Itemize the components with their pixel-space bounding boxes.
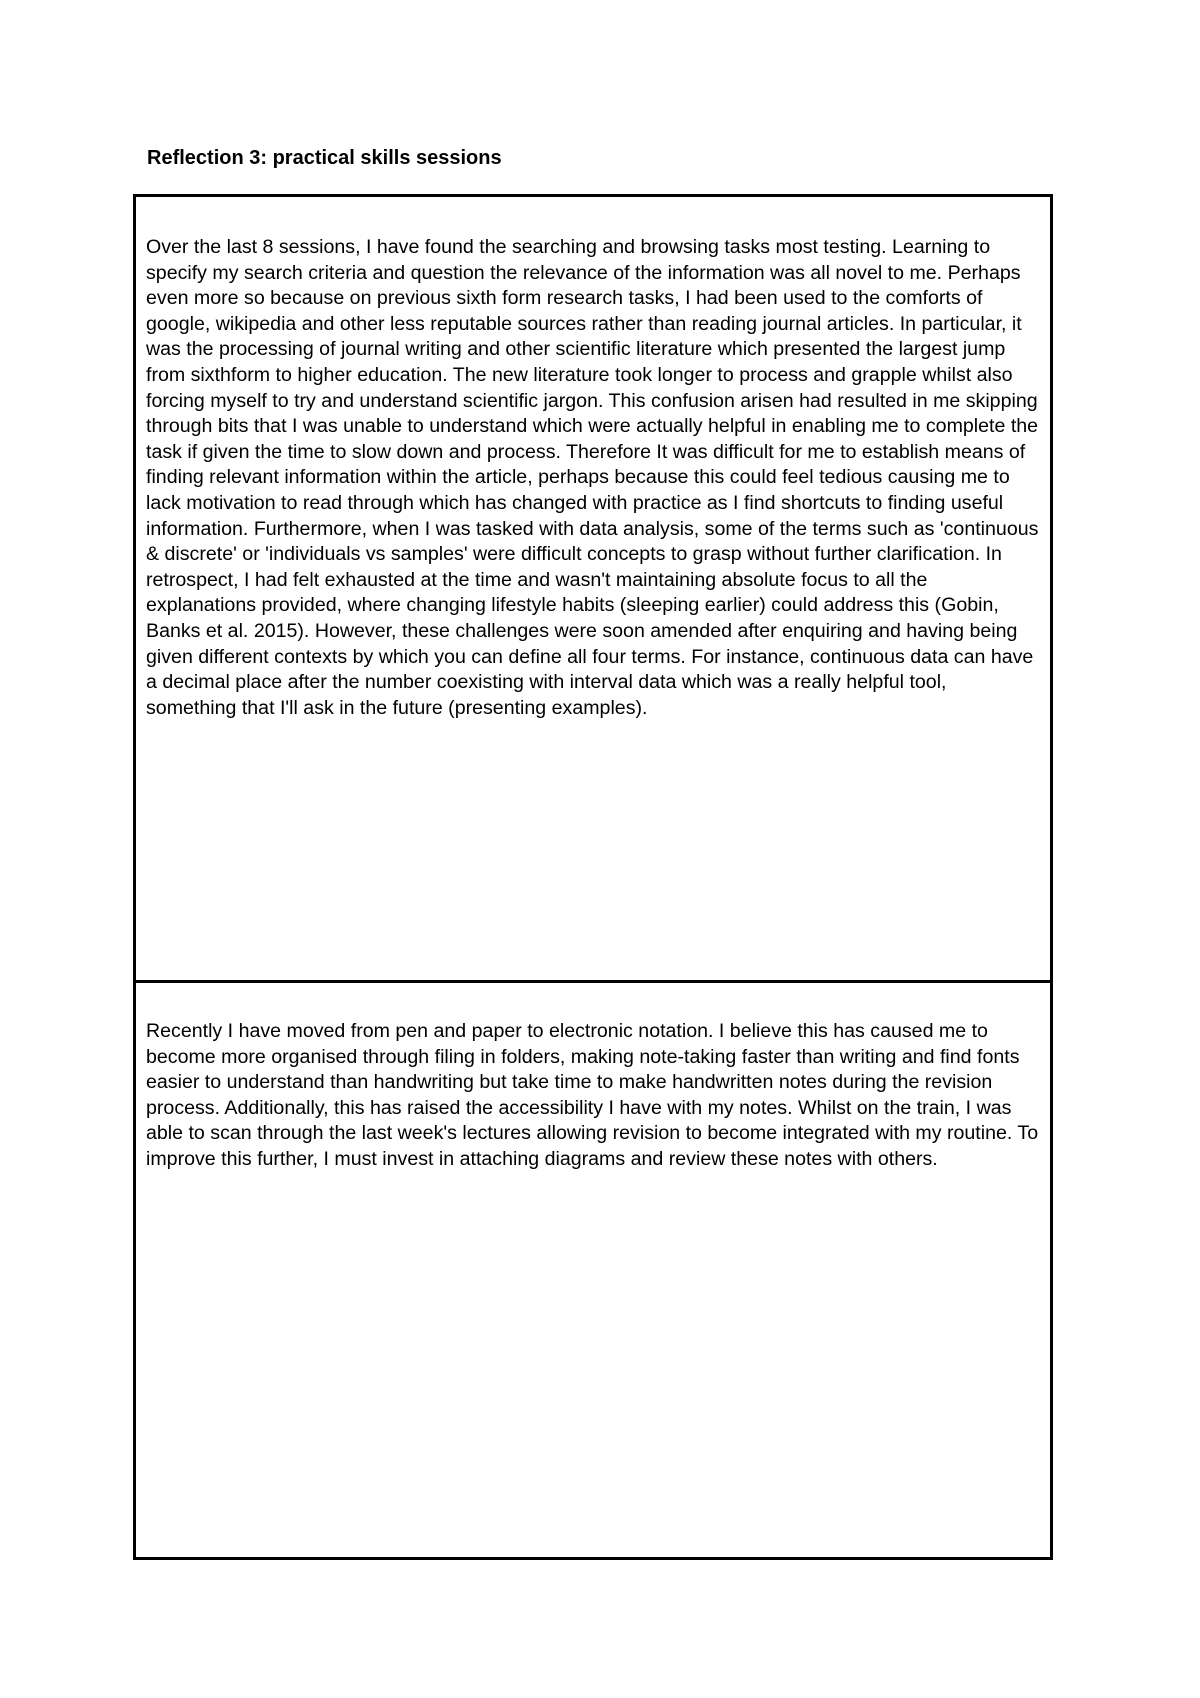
reflection-cell-notation [136,983,1050,1557]
reflection-cell-searching [136,197,1050,983]
reflection-paragraph: Over the last 8 sessions, I have found the searching and browsing tasks most testing. Learning to specify my search criteria and question the relevance of the information was all novel to me. Perhaps even more so because on previous sixth form research tasks, I had been used to the comforts of google, wikipedia and other less reputable sources rather than reading journal articles. In particular, it was the processing of journal writing and other scientific literature which presented the largest jump from sixthform to higher education. The new literature took longer to process and grapple whilst also forcing myself to try and understand scientific jargon. This confusion arisen had resulted in me skipping through bits that I was unable to understand which were actually helpful in enabling me to complete the task if given the time to slow down and process. Therefore It was difficult for me to establish means of finding relevant information within the article, perhaps because this could feel tedious causing me to lack motivation to read through which has changed with practice as I find shortcuts to finding useful information. Furthermore, when I was tasked with data analysis, some of the terms such as 'continuous & discrete' or 'individuals vs samples' were difficult concepts to grasp without further clarification. In retrospect, I had felt exhausted at the time and wasn't maintaining absolute focus to all the explanations provided, where changing lifestyle habits (sleeping earlier) could address this (Gobin, Banks et al. 2015). However, these challenges were soon amended after enquiring and having being given different contexts by which you can define all four terms. For instance, continuous data can have a decimal place after the number coexisting with interval data which was a really helpful tool, something that I'll ask in the future (presenting examples). [146,236,1039,719]
reflection-paragraph: Recently I have moved from pen and paper to electronic notation. I believe this has caused me to become more organised through filing in folders, making note-taking faster than writing and find fonts easier to understand than handwriting but take time to make handwritten notes during the revision process. Additionally, this has raised the accessibility I have with my notes. Whilst on the train, I was able to scan through the last week's lectures allowing revision to become integrated with my routine. To improve this further, I must invest in attaching diagrams and review these notes with others. [146,1020,1039,1170]
reflection-table [133,194,1053,1560]
page-title: Reflection 3: practical skills sessions [147,147,502,169]
